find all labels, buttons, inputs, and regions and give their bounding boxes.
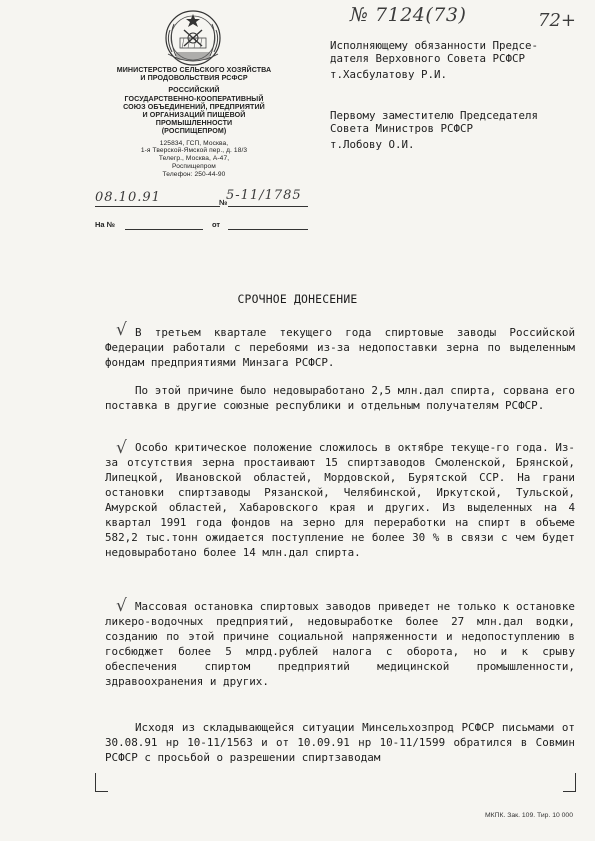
- union-name-line: ГОСУДАРСТВЕННО-КООПЕРАТИВНЫЙ: [124, 94, 264, 103]
- print-info: МКПК. Зак. 109. Тир. 10 000: [485, 812, 573, 819]
- addressee-block: [330, 110, 588, 152]
- union-name-line: СОЮЗ ОБЪЕДИНЕНИЙ, ПРЕДПРИЯТИЙ: [123, 102, 265, 111]
- addressee-name: т.Лобову О.И.: [330, 138, 415, 152]
- body-paragraph: По этой причине было недовыработано 2,5 млн.дал спирта, сорвана его поставка в другие союзные республики и отдельным получателям РСФСР.: [105, 384, 575, 412]
- addressee-line: Совета Министров РСФСР: [330, 121, 474, 135]
- date-underline: [95, 206, 220, 207]
- body-paragraph: Исходя из складывающейся ситуации Минсельхозпрод РСФСР письмами от 30.08.91 нр 10-11/1563 и от 10.09.91 нр 10-11/1599 обратился в Совмин РСФСР с просьбой о разрешении спиртзаводам: [105, 721, 575, 764]
- letterhead-address: [84, 140, 304, 179]
- corner-mark-left: [95, 773, 108, 792]
- address-line: Роспищепром: [172, 163, 216, 171]
- addressee-line: Исполняющему обязанности Предсе-: [330, 39, 539, 52]
- addressee-line: Первому заместителю Председателя: [330, 109, 539, 122]
- check-mark-icon: √: [116, 438, 127, 458]
- state-emblem-icon: [162, 8, 224, 68]
- addressee-line: дателя Верховного Совета РСФСР: [330, 51, 526, 65]
- reply-date-label: от: [212, 220, 221, 229]
- address-line: Телефон: 250-44-90: [162, 170, 226, 178]
- addressee-name: т.Хасбулатову Р.И.: [330, 68, 448, 82]
- union-name-line: РОССИЙСКИЙ: [168, 86, 220, 95]
- address-line: Телегр., Москва, А-47,: [158, 155, 230, 163]
- registration-number: № 7124(73): [350, 4, 467, 26]
- address-line: 1-я Тверской-Ямской пер., д. 18/3: [140, 147, 248, 155]
- union-name-line: И ОРГАНИЗАЦИЙ ПИЩЕВОЙ: [142, 111, 246, 120]
- reply-to-label: На №: [95, 220, 116, 229]
- body-paragraph: Массовая остановка спиртовых заводов приведет не только к остановке ликеро-водочных предприятий, недовыработке более 27 млн.дал водки, созданию по этой причине социальной напряженности и недопоступлению в госбюджет более 5 млрд.рублей налога с оборота, но и к срыву обеспечения спиртом предприятий медицинской промышленности, здравоохранения и других.: [105, 600, 575, 688]
- addressee-block: [330, 40, 588, 82]
- document-page: МИНИСТЕРСТВО СЕЛЬСКОГО ХОЗЯЙСТВА И ПРОДОВОЛЬСТВИЯ РСФСР РОССИЙСКИЙ ГОСУДАРСТВЕННО-КООПЕРАТИВНЫЙ СОЮЗ ОБЪЕДИНЕНИЙ, ПРЕДПРИЯТИЙ И ОРГАНИЗАЦИЙ ПИЩЕВОЙ ПРОМЫШЛЕННОСТИ (РОСПИЩЕПРОМ) 125834, ГСП, Москва, 1-я Тверской-Ямской пер., д. 18/3 Телегр., Москва, А-47, Роспищепром Телефон: 250-44-90 № 7124(73) 72+ 08.10.91 № 5-11/1785 На № от Исполняющему обязанности Предсе- дателя Верховного Совета РСФСР т.Хасбулатову Р.И. Первому заместителю Председателя Совета Министров РСФСР т.Лобову О.И. СРОЧНОЕ ДОНЕСЕНИЕ √ В третьем квартале текущего года спиртовые заводы Российской Федерации работали с перебоями из-за недопоставки зерна по выделенным фондам предприятиями Минзага РСФСР. По этой причине было недовыработано 2,5 млн.дал спирта, сорвана его поставка в другие союзные республики и отдельным получателям РСФСР. √ Особо критическое положение сложилось в октябре текуще-го года. Из-за отсутствия зерна простаивают 15 спиртзаводов Смоленской, Брянской, Липецкой, Ивановской областей, Мордовской, Бурятской ССР. На грани остановки спиртзаводы Рязанской, Челябинской, Иркутской, Тульской, Амурской областей, Хабаровского края и других. Из выделенных на 4 квартал 1991 года фондов на зерно для переработки на спирт в объеме 582,2 тыс.тонн ожидается поступление не более 30 % в связи с чем будет недовыработано более 14 млн.дал спирта. √ Массовая остановка спиртовых заводов приведет не только к остановке ликеро-водочных предприятий, недовыработке более 27 млн.дал водки, созданию по этой причине социальной напряженности и недопоступлению в госбюджет более 5 млрд.рублей налога с оборота, но и к срыву обеспечения спиртом предприятий медицинской промышленности, здравоохранения и других. Исходя из складывающейся ситуации Минсельхозпрод РСФСР письмами от 30.08.91 нр 10-11/1563 и от 10.09.91 нр 10-11/1599 обратился в Совмин РСФСР с просьбой о разрешении спиртзаводам МКПК. Зак. 109. Тир. 10 000: [0, 0, 595, 841]
- ministry-name-line: МИНИСТЕРСТВО СЕЛЬСКОГО ХОЗЯЙСТВА: [116, 66, 272, 74]
- corner-mark-right: [563, 773, 576, 792]
- reply-number-line: [125, 229, 203, 230]
- ministry-name-line: И ПРОДОВОЛЬСТВИЯ РСФСР: [140, 74, 248, 83]
- union-name-line: (РОСПИЩЕПРОМ): [161, 127, 227, 136]
- outgoing-date: 08.10.91: [95, 190, 161, 205]
- corner-handwritten-mark: 72+: [538, 10, 576, 31]
- body-paragraph: Особо критическое положение сложилось в октябре текуще-го года. Из-за отсутствия зерна простаивают 15 спиртзаводов Смоленской, Брянской, Липецкой, Ивановской областей, Мордовской, Бурятской ССР. На грани остановки спиртзаводы Рязанской, Челябинской, Иркутской, Тульской, Амурской областей, Хабаровского края и других. Из выделенных на 4 квартал 1991 года фондов на зерно для переработки на спирт в объеме 582,2 тыс.тонн ожидается поступление не более 30 % в связи с чем будет недовыработано более 14 млн.дал спирта.: [105, 441, 575, 559]
- body-paragraph: В третьем квартале текущего года спиртовые заводы Российской Федерации работали с перебоями из-за недопоставки зерна по выделенным фондам предприятиями Минзага РСФСР.: [105, 326, 575, 369]
- document-title: СРОЧНОЕ ДОНЕСЕНИЕ: [237, 292, 358, 306]
- letterhead: [84, 66, 304, 179]
- outgoing-number: 5-11/1785: [226, 188, 302, 203]
- union-name-line: ПРОМЫШЛЕННОСТИ: [155, 119, 233, 128]
- number-underline: [228, 206, 308, 207]
- address-line: 125834, ГСП, Москва,: [159, 139, 229, 147]
- check-mark-icon: √: [116, 320, 127, 340]
- reply-date-line: [228, 229, 308, 230]
- check-mark-icon: √: [116, 596, 127, 616]
